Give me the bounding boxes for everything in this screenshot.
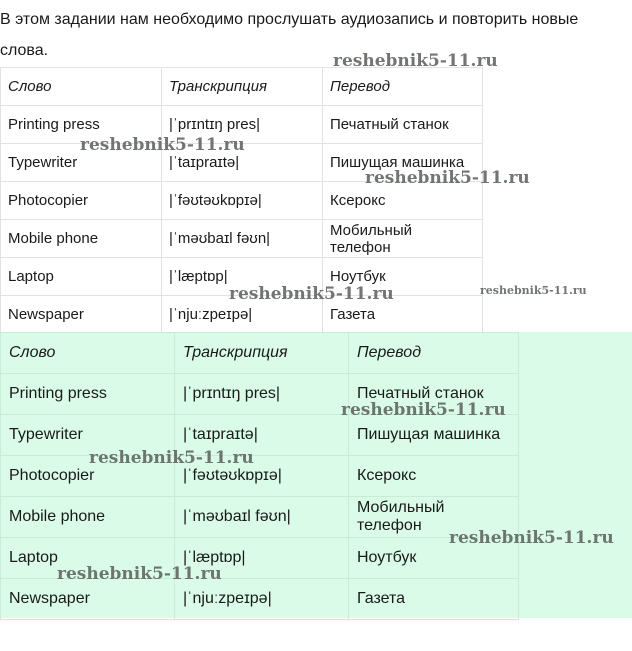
cell-translation: Печатный станок (349, 374, 519, 415)
cell-word: Typewriter (1, 415, 175, 456)
cell-translation: Ксерокс (349, 456, 519, 497)
cell-translation: Ноутбук (349, 538, 519, 579)
cell-transcription: |ˈfəʊtəʊkɒpɪə| (162, 182, 323, 220)
cell-translation: Мобильный телефон (349, 497, 519, 538)
cell-translation: Ноутбук (323, 258, 483, 296)
intro-text: В этом задании нам необходимо прослушать аудиозапись и повторить новые слова. (0, 11, 579, 59)
watermark: reshebnik5-11.ru (449, 528, 614, 548)
cell-translation: Пишущая машинка (323, 144, 483, 182)
table-row (1, 497, 519, 538)
cell-transcription: |ˈnjuːzpeɪpə| (162, 296, 323, 334)
cell-transcription: |ˈprɪntɪŋ pres| (162, 106, 323, 144)
cell-translation: Газета (349, 579, 519, 620)
header-translation: Перевод (349, 333, 519, 374)
header-translation: Перевод (323, 68, 483, 106)
table-header-row (1, 68, 483, 106)
cell-word: Newspaper (1, 579, 175, 620)
table-row (1, 579, 519, 620)
cell-transcription: |ˈfəʊtəʊkɒpɪə| (175, 456, 349, 497)
cell-transcription: |ˈtaɪpraɪtə| (175, 415, 349, 456)
table-row (1, 220, 483, 258)
cell-translation: Печатный станок (323, 106, 483, 144)
cell-word: Printing press (1, 106, 162, 144)
cell-word: Photocopier (1, 456, 175, 497)
cell-word: Laptop (1, 258, 162, 296)
watermark: reshebnik5-11.ru (57, 564, 222, 584)
cell-word: Typewriter (1, 144, 162, 182)
cell-transcription: |ˈprɪntɪŋ pres| (175, 374, 349, 415)
table-row (1, 456, 519, 497)
header-transcription: Транскрипция (175, 333, 349, 374)
cell-word: Printing press (1, 374, 175, 415)
cell-word: Newspaper (1, 296, 162, 334)
watermark: reshebnik5-11.ru (480, 284, 587, 297)
cell-transcription: |ˈlæptɒp| (175, 538, 349, 579)
table-header-row (1, 333, 519, 374)
cell-word: Photocopier (1, 182, 162, 220)
watermark: reshebnik5-11.ru (341, 400, 506, 420)
cell-transcription: |ˈnjuːzpeɪpə| (175, 579, 349, 620)
cell-word: Mobile phone (1, 497, 175, 538)
cell-translation: Мобильный телефон (323, 220, 483, 258)
watermark: reshebnik5-11.ru (229, 284, 394, 304)
watermark: reshebnik5-11.ru (80, 135, 245, 155)
header-word: Слово (1, 68, 162, 106)
table-row (1, 415, 519, 456)
watermark: reshebnik5-11.ru (89, 448, 254, 468)
watermark: reshebnik5-11.ru (333, 51, 498, 71)
header-word: Слово (1, 333, 175, 374)
cell-transcription: |ˈməʊbaɪl fəʊn| (175, 497, 349, 538)
cell-transcription: |ˈməʊbaɪl fəʊn| (162, 220, 323, 258)
cell-word: Laptop (1, 538, 175, 579)
cell-translation: Газета (323, 296, 483, 334)
cell-transcription: |ˈlæptɒp| (162, 258, 323, 296)
cell-transcription: |ˈtaɪpraɪtə| (162, 144, 323, 182)
header-transcription: Транскрипция (162, 68, 323, 106)
cell-translation: Пишущая машинка (349, 415, 519, 456)
cell-word: Mobile phone (1, 220, 162, 258)
cell-translation: Ксерокс (323, 182, 483, 220)
watermark: reshebnik5-11.ru (365, 168, 530, 188)
